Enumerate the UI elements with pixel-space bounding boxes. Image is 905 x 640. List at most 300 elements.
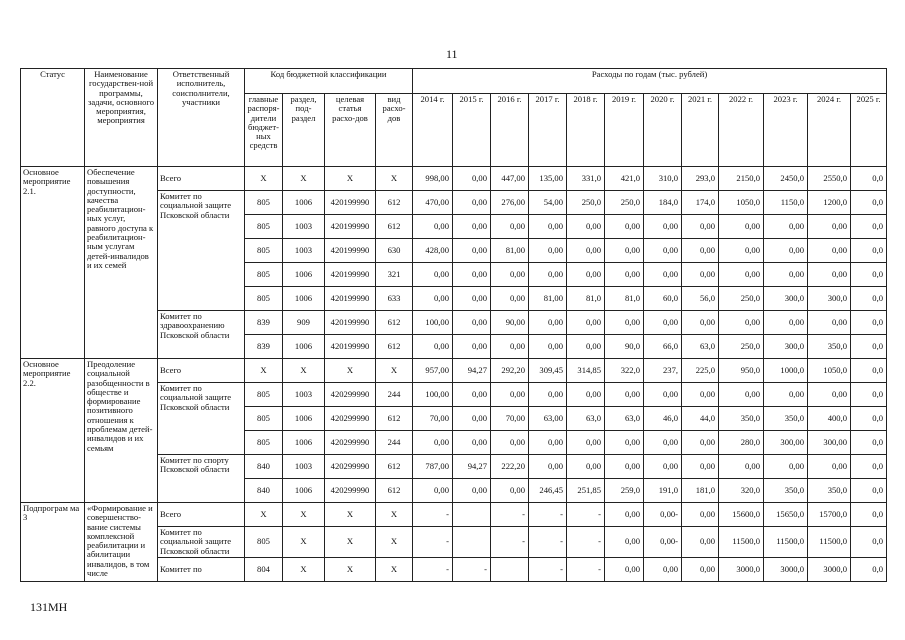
expense-value-cell: 0,00 xyxy=(491,215,529,239)
expense-value-cell: 0,00 xyxy=(682,527,719,558)
budget-code-cell: 420199990 xyxy=(325,191,376,215)
budget-code-cell: 420199990 xyxy=(325,239,376,263)
budget-code-cell: Х xyxy=(283,167,325,191)
expense-value-cell: 0,00 xyxy=(644,431,682,455)
expense-value-cell: 0,00 xyxy=(413,263,453,287)
expense-value-cell: 0,0 xyxy=(851,503,887,527)
row-executor: Комитет по здравоохранению Псковской области xyxy=(158,311,245,359)
budget-code-cell: Х xyxy=(325,557,376,581)
expense-value-cell xyxy=(453,527,491,558)
budget-code-cell: 420299990 xyxy=(325,407,376,431)
expense-value-cell: 54,00 xyxy=(529,191,567,215)
budget-code-cell: 805 xyxy=(245,431,283,455)
expense-value-cell: 314,85 xyxy=(567,359,605,383)
expense-value-cell: 250,0 xyxy=(605,191,644,215)
row-status: Основное мероприятие 2.1. xyxy=(21,167,85,359)
expense-value-cell: 0,00 xyxy=(719,455,764,479)
expense-value-cell: 63,0 xyxy=(605,407,644,431)
expense-value-cell: 246,45 xyxy=(529,479,567,503)
expense-value-cell: 0,0 xyxy=(851,557,887,581)
expense-value-cell: - xyxy=(567,503,605,527)
expense-value-cell: 0,00 xyxy=(605,557,644,581)
expense-value-cell: 0,00 xyxy=(605,431,644,455)
expense-value-cell: 63,0 xyxy=(567,407,605,431)
budget-code-cell: Х xyxy=(283,359,325,383)
row-executor: Всего xyxy=(158,167,245,191)
expense-value-cell: 0,00 xyxy=(453,479,491,503)
expense-value-cell: 94,27 xyxy=(453,455,491,479)
expense-value-cell: 0,00 xyxy=(682,455,719,479)
expense-value-cell: 0,00 xyxy=(529,239,567,263)
budget-code-cell: 1006 xyxy=(283,263,325,287)
budget-code-cell: 1006 xyxy=(283,431,325,455)
budget-code-cell: 633 xyxy=(376,287,413,311)
header-code-col: целевая статья расхо-дов xyxy=(325,94,376,167)
expense-value-cell: 70,00 xyxy=(491,407,529,431)
expense-value-cell: 0,00 xyxy=(644,455,682,479)
expense-value-cell: 0,00 xyxy=(491,263,529,287)
expense-value-cell: 0,00 xyxy=(764,215,808,239)
expense-value-cell xyxy=(453,503,491,527)
expense-value-cell: - xyxy=(567,527,605,558)
expense-value-cell: 3000,0 xyxy=(808,557,851,581)
expense-value-cell: 0,00 xyxy=(808,239,851,263)
expense-value-cell: 0,00 xyxy=(605,527,644,558)
budget-code-cell: 244 xyxy=(376,431,413,455)
expense-value-cell: 63,00 xyxy=(529,407,567,431)
expense-value-cell: 0,00 xyxy=(682,311,719,335)
budget-table xyxy=(20,68,887,582)
expense-value-cell: 0,00 xyxy=(719,239,764,263)
expense-value-cell: 0,00 xyxy=(529,455,567,479)
expense-value-cell: 0,00 xyxy=(644,311,682,335)
expense-value-cell: 1200,0 xyxy=(808,191,851,215)
expense-value-cell: 0,00 xyxy=(453,431,491,455)
expense-value-cell: 0,00 xyxy=(529,383,567,407)
header-year: 2015 г. xyxy=(453,94,491,167)
expense-value-cell: 957,00 xyxy=(413,359,453,383)
budget-code-cell: 612 xyxy=(376,407,413,431)
expense-value-cell: 0,0 xyxy=(851,455,887,479)
row-status: Подпрограм ма 3 xyxy=(21,503,85,582)
header-year: 2023 г. xyxy=(764,94,808,167)
expense-value-cell: 81,00 xyxy=(529,287,567,311)
budget-code-cell: 612 xyxy=(376,191,413,215)
expense-value-cell: 0,00 xyxy=(605,239,644,263)
budget-code-cell: 805 xyxy=(245,215,283,239)
row-executor: Комитет по социальной защите Псковской области xyxy=(158,527,245,558)
budget-code-cell: 840 xyxy=(245,479,283,503)
expense-value-cell: 2450,0 xyxy=(764,167,808,191)
budget-code-cell: Х xyxy=(245,503,283,527)
expense-value-cell: 0,00 xyxy=(453,383,491,407)
expense-value-cell: 46,0 xyxy=(644,407,682,431)
expense-value-cell: 300,00 xyxy=(808,431,851,455)
budget-code-cell: Х xyxy=(325,527,376,558)
budget-code-cell: Х xyxy=(376,359,413,383)
header-year: 2020 г. xyxy=(644,94,682,167)
budget-code-cell: 909 xyxy=(283,311,325,335)
expense-value-cell: 0,0 xyxy=(851,359,887,383)
page-number: 11 xyxy=(446,47,458,61)
header-year: 2024 г. xyxy=(808,94,851,167)
table-row xyxy=(21,359,887,383)
expense-value-cell: 0,00 xyxy=(808,311,851,335)
expense-value-cell: 787,00 xyxy=(413,455,453,479)
expense-value-cell: 0,00 xyxy=(567,431,605,455)
expense-value-cell: 0,00 xyxy=(491,335,529,359)
expense-value-cell: 100,00 xyxy=(413,311,453,335)
expense-value-cell: 1050,0 xyxy=(719,191,764,215)
budget-code-cell: 420199990 xyxy=(325,263,376,287)
expense-value-cell: 225,0 xyxy=(682,359,719,383)
expense-value-cell: 293,0 xyxy=(682,167,719,191)
header-year: 2019 г. xyxy=(605,94,644,167)
expense-value-cell: 0,00 xyxy=(605,383,644,407)
budget-code-cell: 1006 xyxy=(283,287,325,311)
expense-value-cell: 0,00 xyxy=(682,215,719,239)
expense-value-cell: 0,00 xyxy=(567,311,605,335)
expense-value-cell: 0,00 xyxy=(529,263,567,287)
expense-value-cell: 191,0 xyxy=(644,479,682,503)
budget-code-cell: 805 xyxy=(245,239,283,263)
expense-value-cell: 0,0 xyxy=(851,311,887,335)
expense-value-cell: 0,00 xyxy=(605,263,644,287)
expense-value-cell: 350,0 xyxy=(808,479,851,503)
expense-value-cell: 1150,0 xyxy=(764,191,808,215)
header-year: 2017 г. xyxy=(529,94,567,167)
budget-code-cell: 805 xyxy=(245,527,283,558)
header-code-col: раздел, под-раздел xyxy=(283,94,325,167)
expense-value-cell: 0,00 xyxy=(529,215,567,239)
expense-value-cell: 320,0 xyxy=(719,479,764,503)
expense-value-cell: 309,45 xyxy=(529,359,567,383)
expense-value-cell: 0,00 xyxy=(682,503,719,527)
expense-value-cell: - xyxy=(413,557,453,581)
budget-code-cell: Х xyxy=(325,503,376,527)
expense-value-cell: 0,00- xyxy=(644,527,682,558)
header-code-col: главные распоря-дители бюджет-ных средств xyxy=(245,94,283,167)
expense-value-cell: 0,0 xyxy=(851,287,887,311)
expense-value-cell: 0,00 xyxy=(808,383,851,407)
expense-value-cell: 0,00 xyxy=(453,335,491,359)
expense-value-cell: 0,00 xyxy=(644,383,682,407)
expense-value-cell: 300,0 xyxy=(764,335,808,359)
budget-code-cell: 1006 xyxy=(283,191,325,215)
expense-value-cell: 0,00 xyxy=(567,335,605,359)
expense-value-cell: 950,0 xyxy=(719,359,764,383)
header-year: 2014 г. xyxy=(413,94,453,167)
expense-value-cell: 0,00 xyxy=(682,239,719,263)
expense-value-cell: 11500,0 xyxy=(808,527,851,558)
budget-code-cell: 1006 xyxy=(283,407,325,431)
expense-value-cell: 250,0 xyxy=(567,191,605,215)
expense-value-cell: 0,00 xyxy=(719,311,764,335)
expense-value-cell: 0,0 xyxy=(851,431,887,455)
expense-value-cell: 15700,0 xyxy=(808,503,851,527)
expense-value-cell: 0,00 xyxy=(529,311,567,335)
expense-value-cell: 0,00 xyxy=(764,383,808,407)
expense-value-cell: 0,00 xyxy=(453,263,491,287)
expense-value-cell: 0,00 xyxy=(719,215,764,239)
expense-value-cell: 0,00 xyxy=(644,239,682,263)
expense-value-cell: 0,00 xyxy=(719,383,764,407)
header-year: 2018 г. xyxy=(567,94,605,167)
header-expenses-group: Расходы по годам (тыс. рублей) xyxy=(413,69,887,94)
row-executor: Всего xyxy=(158,359,245,383)
expense-value-cell: 350,0 xyxy=(764,479,808,503)
expense-value-cell: 447,00 xyxy=(491,167,529,191)
expense-value-cell: 66,0 xyxy=(644,335,682,359)
budget-code-cell: 804 xyxy=(245,557,283,581)
expense-value-cell: 0,00 xyxy=(719,263,764,287)
expense-value-cell: - xyxy=(453,557,491,581)
expense-value-cell: 0,00 xyxy=(644,557,682,581)
budget-code-cell: Х xyxy=(283,503,325,527)
expense-value-cell: 0,00 xyxy=(764,455,808,479)
expense-value-cell: 0,00 xyxy=(605,311,644,335)
expense-value-cell: 0,0 xyxy=(851,263,887,287)
expense-value-cell: 0,00 xyxy=(644,215,682,239)
row-program-name: Обеспечение повышения доступности, качества реабилитацион-ных услуг, равного доступа к реабилитацион-ным услугам детей-инвалидов и их семей xyxy=(85,167,158,359)
expense-value-cell: 421,0 xyxy=(605,167,644,191)
expense-value-cell: 0,00 xyxy=(605,215,644,239)
expense-value-cell: 237, xyxy=(644,359,682,383)
expense-value-cell: 60,0 xyxy=(644,287,682,311)
expense-value-cell xyxy=(491,557,529,581)
budget-code-cell: Х xyxy=(325,167,376,191)
expense-value-cell: 0,00 xyxy=(413,215,453,239)
expense-value-cell: 0,00 xyxy=(529,431,567,455)
header-year: 2016 г. xyxy=(491,94,529,167)
expense-value-cell: 100,00 xyxy=(413,383,453,407)
expense-value-cell: 15600,0 xyxy=(719,503,764,527)
expense-value-cell: 292,20 xyxy=(491,359,529,383)
row-executor: Всего xyxy=(158,503,245,527)
header-year: 2022 г. xyxy=(719,94,764,167)
expense-value-cell: 250,0 xyxy=(719,287,764,311)
header-code-col: вид расхо-дов xyxy=(376,94,413,167)
expense-value-cell: 0,00- xyxy=(644,503,682,527)
budget-code-cell: 321 xyxy=(376,263,413,287)
expense-value-cell: 0,0 xyxy=(851,335,887,359)
header-status: Статус xyxy=(21,69,85,167)
expense-value-cell: 0,00 xyxy=(567,215,605,239)
budget-code-cell: 805 xyxy=(245,191,283,215)
expense-value-cell: 44,0 xyxy=(682,407,719,431)
budget-code-cell: Х xyxy=(283,557,325,581)
budget-code-cell: Х xyxy=(283,527,325,558)
expense-value-cell: 0,00 xyxy=(453,407,491,431)
expense-value-cell: 0,00 xyxy=(453,239,491,263)
expense-value-cell: 0,00 xyxy=(453,287,491,311)
expense-value-cell: 0,00 xyxy=(644,263,682,287)
expense-value-cell: 0,00 xyxy=(453,191,491,215)
expense-value-cell: 222,20 xyxy=(491,455,529,479)
expense-value-cell: 0,00 xyxy=(764,239,808,263)
budget-code-cell: 244 xyxy=(376,383,413,407)
row-executor: Комитет по xyxy=(158,557,245,581)
expense-value-cell: 428,00 xyxy=(413,239,453,263)
expense-value-cell: 94,27 xyxy=(453,359,491,383)
expense-value-cell: 1050,0 xyxy=(808,359,851,383)
expense-value-cell: 184,0 xyxy=(644,191,682,215)
expense-value-cell: 322,0 xyxy=(605,359,644,383)
expense-value-cell: - xyxy=(413,503,453,527)
budget-code-cell: 1003 xyxy=(283,239,325,263)
budget-code-cell: 612 xyxy=(376,455,413,479)
budget-code-cell: 420199990 xyxy=(325,287,376,311)
budget-code-cell: Х xyxy=(245,167,283,191)
header-executor: Ответственный исполнитель, соисполнители, участники xyxy=(158,69,245,167)
expense-value-cell: 0,00 xyxy=(605,503,644,527)
budget-code-cell: Х xyxy=(376,167,413,191)
budget-code-cell: 420299990 xyxy=(325,455,376,479)
expense-value-cell: 0,0 xyxy=(851,479,887,503)
expense-value-cell: 174,0 xyxy=(682,191,719,215)
table-row xyxy=(21,503,887,527)
expense-value-cell: 0,0 xyxy=(851,167,887,191)
expense-value-cell: 0,00 xyxy=(453,311,491,335)
row-executor: Комитет по спорту Псковской области xyxy=(158,455,245,503)
expense-value-cell: 0,0 xyxy=(851,239,887,263)
expense-value-cell: 0,00 xyxy=(413,287,453,311)
budget-code-cell: Х xyxy=(376,527,413,558)
budget-code-cell: 840 xyxy=(245,455,283,479)
expense-value-cell: 0,00 xyxy=(808,455,851,479)
expense-value-cell: 70,00 xyxy=(413,407,453,431)
expense-value-cell: 0,00 xyxy=(567,455,605,479)
expense-value-cell: - xyxy=(413,527,453,558)
budget-code-cell: 1003 xyxy=(283,455,325,479)
budget-code-cell: 420299990 xyxy=(325,479,376,503)
expense-value-cell: 0,00 xyxy=(682,263,719,287)
expense-value-cell: 0,00 xyxy=(682,383,719,407)
budget-code-cell: Х xyxy=(245,359,283,383)
expense-value-cell: 0,0 xyxy=(851,191,887,215)
header-year: 2021 г. xyxy=(682,94,719,167)
expense-value-cell: 0,00 xyxy=(453,215,491,239)
expense-value-cell: 11500,0 xyxy=(719,527,764,558)
budget-code-cell: 1003 xyxy=(283,215,325,239)
expense-value-cell: 3000,0 xyxy=(719,557,764,581)
budget-code-cell: 420199990 xyxy=(325,311,376,335)
budget-code-cell: 805 xyxy=(245,287,283,311)
budget-code-cell: 630 xyxy=(376,239,413,263)
expense-value-cell: 0,00 xyxy=(605,455,644,479)
budget-code-cell: 805 xyxy=(245,383,283,407)
expense-value-cell: 11500,0 xyxy=(764,527,808,558)
expense-value-cell: 81,0 xyxy=(567,287,605,311)
expense-value-cell: 0,00 xyxy=(567,239,605,263)
budget-code-cell: 420199990 xyxy=(325,215,376,239)
expense-value-cell: 0,0 xyxy=(851,407,887,431)
expense-value-cell: 63,0 xyxy=(682,335,719,359)
table-row xyxy=(21,167,887,191)
expense-value-cell: 181,0 xyxy=(682,479,719,503)
expense-value-cell: 1000,0 xyxy=(764,359,808,383)
expense-value-cell: 2150,0 xyxy=(719,167,764,191)
expense-value-cell: 81,0 xyxy=(605,287,644,311)
expense-value-cell: 251,85 xyxy=(567,479,605,503)
expense-value-cell: 0,0 xyxy=(851,215,887,239)
budget-code-cell: 839 xyxy=(245,311,283,335)
expense-value-cell: 250,0 xyxy=(719,335,764,359)
expense-value-cell: 350,0 xyxy=(764,407,808,431)
expense-value-cell: 0,00 xyxy=(682,431,719,455)
expense-value-cell: 300,0 xyxy=(808,287,851,311)
budget-code-cell: 839 xyxy=(245,335,283,359)
expense-value-cell: 0,00 xyxy=(413,479,453,503)
row-program-name: Преодоление социальной разобщенности в обществе и формирование позитивного отношения к проблемам детей-инвалидов и их семьям xyxy=(85,359,158,503)
table-body xyxy=(21,167,887,582)
expense-value-cell: - xyxy=(529,557,567,581)
expense-value-cell: - xyxy=(491,503,529,527)
budget-code-cell: 1003 xyxy=(283,383,325,407)
budget-code-cell: 805 xyxy=(245,263,283,287)
budget-code-cell: 612 xyxy=(376,335,413,359)
header-budget-code-group: Код бюджетной классификации xyxy=(245,69,413,94)
expense-value-cell: 300,0 xyxy=(764,287,808,311)
expense-value-cell: 81,00 xyxy=(491,239,529,263)
budget-code-cell: 420199990 xyxy=(325,335,376,359)
expense-value-cell: 0,00 xyxy=(764,263,808,287)
expense-value-cell: 0,0 xyxy=(851,383,887,407)
expense-value-cell: 998,00 xyxy=(413,167,453,191)
expense-value-cell: 0,00 xyxy=(453,167,491,191)
budget-code-cell: 1006 xyxy=(283,335,325,359)
expense-value-cell: - xyxy=(567,557,605,581)
expense-value-cell: 0,00 xyxy=(491,383,529,407)
expense-value-cell: - xyxy=(491,527,529,558)
expense-value-cell: - xyxy=(529,503,567,527)
row-executor: Комитет по социальной защите Псковской области xyxy=(158,383,245,455)
expense-value-cell: 0,00 xyxy=(764,311,808,335)
expense-value-cell: 0,00 xyxy=(808,263,851,287)
row-program-name: «Формирование и совершенство-вание системы комплексной реабилитации и абилитации инвалидов, в том числе xyxy=(85,503,158,582)
expense-value-cell: 400,0 xyxy=(808,407,851,431)
header-year: 2025 г. xyxy=(851,94,887,167)
expense-value-cell: 350,0 xyxy=(719,407,764,431)
expense-value-cell: 0,0 xyxy=(851,527,887,558)
expense-value-cell: 90,00 xyxy=(491,311,529,335)
budget-code-cell: 612 xyxy=(376,311,413,335)
expense-value-cell: 276,00 xyxy=(491,191,529,215)
budget-code-cell: 420299990 xyxy=(325,431,376,455)
expense-value-cell: 331,0 xyxy=(567,167,605,191)
expense-value-cell: 0,00 xyxy=(413,431,453,455)
expense-value-cell: 0,00 xyxy=(682,557,719,581)
expense-value-cell: 470,00 xyxy=(413,191,453,215)
expense-value-cell: 56,0 xyxy=(682,287,719,311)
budget-code-cell: Х xyxy=(376,503,413,527)
expense-value-cell: 135,00 xyxy=(529,167,567,191)
expense-value-cell: 0,00 xyxy=(413,335,453,359)
budget-code-cell: Х xyxy=(376,557,413,581)
expense-value-cell: 0,00 xyxy=(529,335,567,359)
expense-value-cell: 0,00 xyxy=(808,215,851,239)
budget-code-cell: 805 xyxy=(245,407,283,431)
expense-value-cell: 0,00 xyxy=(491,287,529,311)
expense-value-cell: 90,0 xyxy=(605,335,644,359)
budget-code-cell: 420299990 xyxy=(325,383,376,407)
expense-value-cell: 280,0 xyxy=(719,431,764,455)
expense-value-cell: 0,00 xyxy=(491,431,529,455)
expense-value-cell: 259,0 xyxy=(605,479,644,503)
expense-value-cell: 0,00 xyxy=(567,263,605,287)
row-status: Основное мероприятие 2.2. xyxy=(21,359,85,503)
footer-code: 131МН xyxy=(30,600,68,614)
